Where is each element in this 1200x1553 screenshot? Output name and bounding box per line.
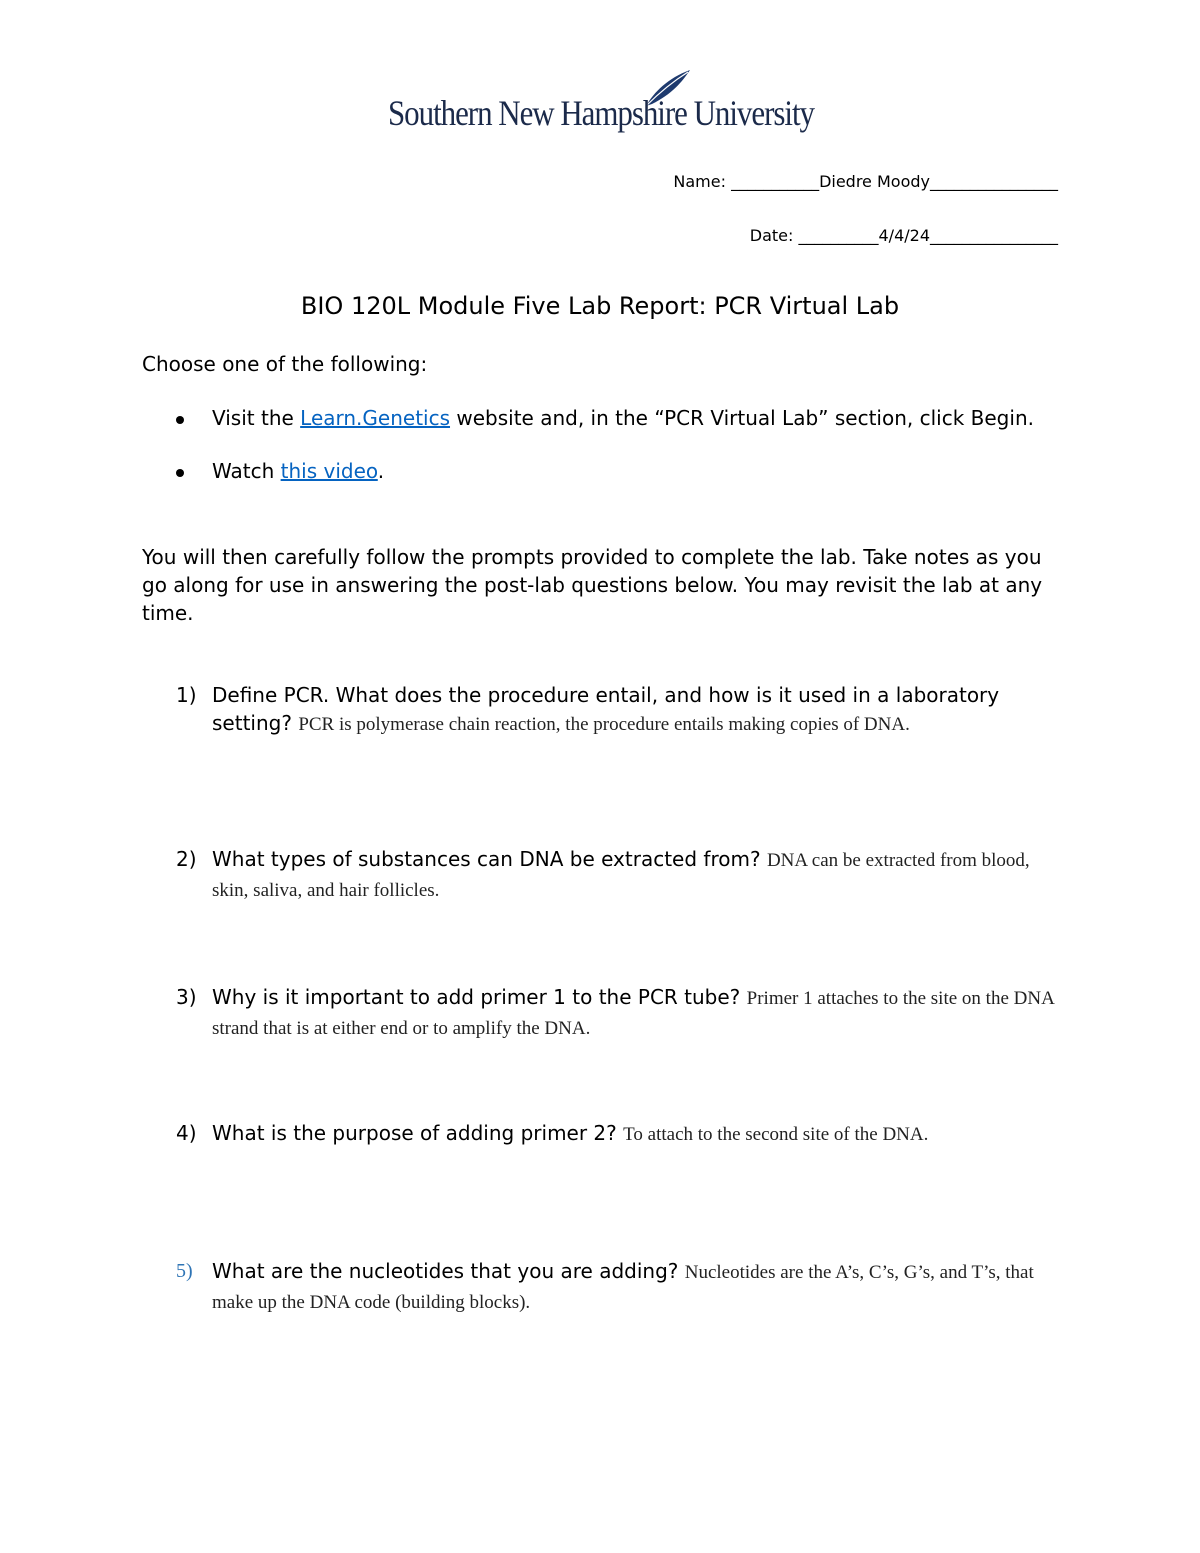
- question-number: 4): [176, 1121, 197, 1145]
- question-5: [176, 1257, 1056, 1317]
- question-3: [176, 983, 1056, 1043]
- question-2: [176, 845, 1056, 905]
- name-underline-prefix: ___________: [731, 172, 820, 191]
- options-list: [142, 404, 1062, 510]
- answer-text: Primer 1 attaches to the site on the DNA strand that is at either end or to amplify the DNA.: [212, 988, 1054, 1039]
- list-item: [142, 457, 1062, 486]
- option-text-pre: Watch: [212, 459, 281, 483]
- list-item: [142, 404, 1062, 433]
- bullet-icon: [176, 469, 184, 477]
- bullet-icon: [176, 416, 184, 424]
- question-text: Why is it important to add primer 1 to the PCR tube?: [212, 985, 741, 1009]
- date-value: 4/4/24: [878, 226, 930, 245]
- question-4: [176, 1119, 1056, 1149]
- option-text-post: website and, in the “PCR Virtual Lab” section, click Begin.: [450, 406, 1034, 430]
- question-number: 1): [176, 683, 197, 707]
- name-label: Name:: [673, 172, 726, 191]
- date-underline-suffix: ________________: [930, 226, 1058, 245]
- name-value: Diedre Moody: [819, 172, 930, 191]
- option-text-pre: Visit the: [212, 406, 301, 430]
- page-title: BIO 120L Module Five Lab Report: PCR Virtual Lab: [300, 292, 900, 320]
- learn-genetics-link[interactable]: Learn.Genetics: [300, 406, 451, 430]
- date-label: Date:: [749, 226, 794, 245]
- question-number: 5): [176, 1260, 193, 1282]
- answer-text: To attach to the second site of the DNA.: [623, 1124, 929, 1145]
- question-text: What are the nucleotides that you are adding?: [212, 1259, 679, 1283]
- date-underline-prefix: __________: [798, 226, 879, 245]
- question-text: What types of substances can DNA be extracted from?: [212, 847, 761, 871]
- question-text: Define PCR. What does the procedure entail, and how is it used in a laboratory setting?: [212, 683, 1000, 735]
- intro-text: Choose one of the following:: [142, 352, 428, 376]
- date-field: [750, 226, 1058, 245]
- answer-text: DNA can be extracted from blood, skin, saliva, and hair follicles.: [212, 850, 1030, 901]
- name-underline-suffix: ________________: [930, 172, 1058, 191]
- name-field: [673, 172, 1058, 191]
- option-text-post: .: [377, 459, 385, 483]
- question-number: 2): [176, 847, 197, 871]
- answer-text: Nucleotides are the A’s, C’s, G’s, and T’s, that make up the DNA code (building blocks).: [212, 1262, 1034, 1313]
- video-link[interactable]: this video: [280, 459, 378, 483]
- question-text: What is the purpose of adding primer 2?: [212, 1121, 617, 1145]
- question-1: [176, 681, 1056, 739]
- logo-text: Southern New Hampshire University: [388, 93, 814, 133]
- university-logo: [388, 64, 818, 144]
- instructions-paragraph: You will then carefully follow the prompts provided to complete the lab. Take notes as you go along for use in answering the post-lab questions below. You may revisit the lab at any time.: [142, 545, 1043, 625]
- answer-text: PCR is polymerase chain reaction, the procedure entails making copies of DNA.: [298, 714, 910, 735]
- question-number: 3): [176, 985, 197, 1009]
